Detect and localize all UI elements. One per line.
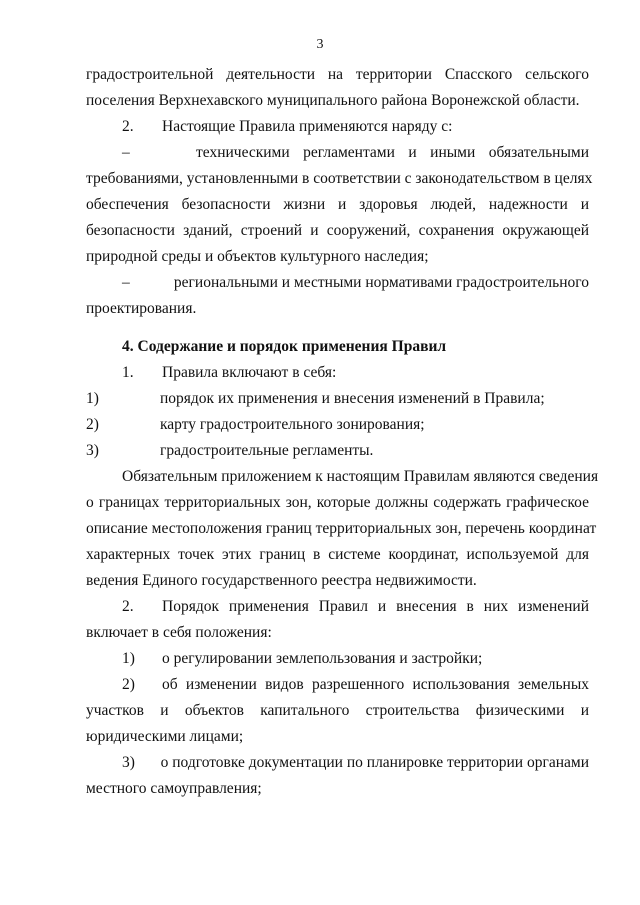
text-line: Обязательным приложением к настоящим Правилам являются сведения [122, 468, 599, 485]
list-item [86, 750, 589, 776]
text-line: поселения Верхнехавского муниципального района Воронежской области. [86, 92, 580, 109]
item-number: 2) [86, 416, 99, 433]
list-item [86, 438, 589, 464]
document-body [86, 62, 599, 802]
text-line: о границах территориальных зон, которые должны содержать графическое [86, 494, 589, 511]
text-line: природной среды и объектов культурного наследия; [86, 248, 429, 265]
text-line: юридическими лицами; [86, 728, 244, 745]
text-line: участков и объектов капитального строительства физическими и [86, 702, 589, 719]
dash-item-text: региональными и местными нормативами градостроительного [173, 274, 589, 291]
paragraph-number: 2. [122, 598, 134, 615]
item-text: о подготовке документации по планировке территории органами [160, 754, 589, 771]
text-line: безопасности зданий, строений и сооружений, сохранения окружающей [86, 222, 589, 239]
text-line: местного самоуправления; [86, 780, 262, 797]
item-number: 1) [122, 650, 135, 667]
dash-marker: – [122, 274, 130, 291]
section-heading: 4. Содержание и порядок применения Правил [122, 338, 447, 355]
item-number: 3) [122, 754, 135, 771]
paragraph-number: 1. [122, 364, 134, 381]
dash-marker: – [122, 144, 130, 161]
list-item [86, 646, 589, 672]
list-item [86, 412, 589, 438]
dash-item [86, 140, 589, 166]
text-line: описание местоположения границ территориальных зон, перечень координат [86, 520, 597, 537]
numbered-paragraph [86, 594, 589, 620]
text-line: проектирования. [86, 300, 197, 317]
text-line: требованиями, установленными в соответствии с законодательством в целях [86, 170, 593, 187]
numbered-paragraph [86, 360, 589, 386]
paragraph-number: 2. [122, 118, 134, 135]
paragraph-text: Порядок применения Правил и внесения в них изменений [162, 598, 589, 615]
item-text: о регулировании землепользования и застройки; [162, 650, 483, 667]
item-text: градостроительные регламенты. [160, 442, 374, 459]
item-number: 3) [86, 442, 99, 459]
text-line: градостроительной деятельности на территории Спасского сельского [86, 66, 589, 83]
text-line: обеспечения безопасности жизни и здоровья людей, надежности и [86, 196, 589, 213]
item-text: карту градостроительного зонирования; [160, 416, 425, 433]
paragraph-text: Настоящие Правила применяются наряду с: [162, 118, 453, 135]
item-number: 1) [86, 390, 99, 407]
item-number: 2) [122, 676, 135, 693]
page-number: 3 [316, 37, 324, 52]
numbered-paragraph [86, 114, 589, 140]
list-item [86, 672, 589, 698]
list-item [86, 386, 589, 412]
item-text: порядок их применения и внесения изменений в Правила; [160, 390, 545, 407]
dash-item-text: техническими регламентами и иными обязательными [196, 144, 589, 161]
text-line: включает в себя положения: [86, 624, 272, 641]
text-line: ведения Единого государственного реестра недвижимости. [86, 572, 477, 589]
dash-item [86, 270, 589, 296]
item-text: об изменении видов разрешенного использования земельных [162, 676, 589, 693]
paragraph-text: Правила включают в себя: [162, 364, 337, 381]
text-line: характерных точек этих границ в системе координат, используемой для [86, 546, 589, 563]
